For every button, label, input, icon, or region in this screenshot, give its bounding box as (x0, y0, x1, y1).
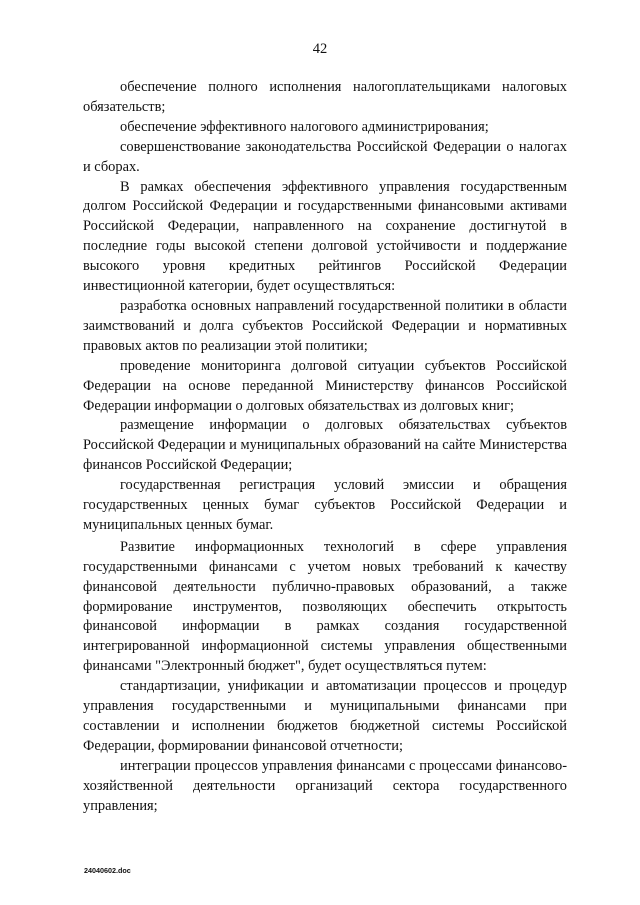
paragraph-borrowing-policy: разработка основных направлений государственной политики в области заимствований и долга субъектов Российской Федерации и нормативных правовых актов по реализации этой политики; (83, 297, 567, 354)
paragraph-securities-registration: государственная регистрация условий эмиссии и обращения государственных ценных бумаг субъектов Российской Федерации и муниципальных ценных бумаг. (83, 477, 567, 533)
paragraph-debt-management: В рамках обеспечения эффективного управления государственным долгом Российской Федерации и государственными финансовыми активами Российской Федерации, направленного на сохранение достигнутой в последние годы высокой степени долговой устойчивости и поддержание высокого уровня кредитных рейтингов Российской Федерации инвестиционной категории, будет осуществляться: (83, 178, 567, 295)
paragraph-tax-administration: обеспечение эффективного налогового администрирования; (120, 118, 489, 135)
page-number: 42 (312, 41, 328, 57)
document-body (83, 78, 567, 817)
paragraph-it-development: Развитие информационных технологий в сфере управления государственными финансами с учетом новых требований к качеству финансовой деятельности публично-правовых образований, а также формирование инструментов, позволяющих обеспечить открытость финансовой информации в рамках создания государственной интегрированной информационной системы управления общественными финансами "Электронный бюджет", будет осуществляться путем: (83, 538, 567, 675)
paragraph-debt-info-publication: размещение информации о долговых обязательствах субъектов Российской Федерации и муниципальных образований на сайте Министерства финансов Российской Федерации; (83, 417, 567, 474)
paragraph-process-integration: интеграции процессов управления финансами с процессами финансово-хозяйственной деятельности организаций сектора государственного управления; (83, 757, 567, 814)
paragraph-tax-legislation: совершенствование законодательства Российской Федерации о налогах и сборах. (83, 138, 567, 175)
paragraph-debt-monitoring: проведение мониторинга долговой ситуации субъектов Российской Федерации на основе переданной Министерству финансов Российской Федерации информации о долговых обязательствах из долговых книг; (83, 357, 567, 414)
paragraph-standardization: стандартизации, унификации и автоматизации процессов и процедур управления государственными и муниципальными финансами при составлении и исполнении бюджетов бюджетной системы Российской Федерации, формировании финансовой отчетности; (83, 678, 567, 754)
paragraph-tax-obligations: обеспечение полного исполнения налогоплательщиками налоговых обязательств; (83, 79, 567, 115)
footer-filename: 24040602.doc (84, 866, 131, 875)
